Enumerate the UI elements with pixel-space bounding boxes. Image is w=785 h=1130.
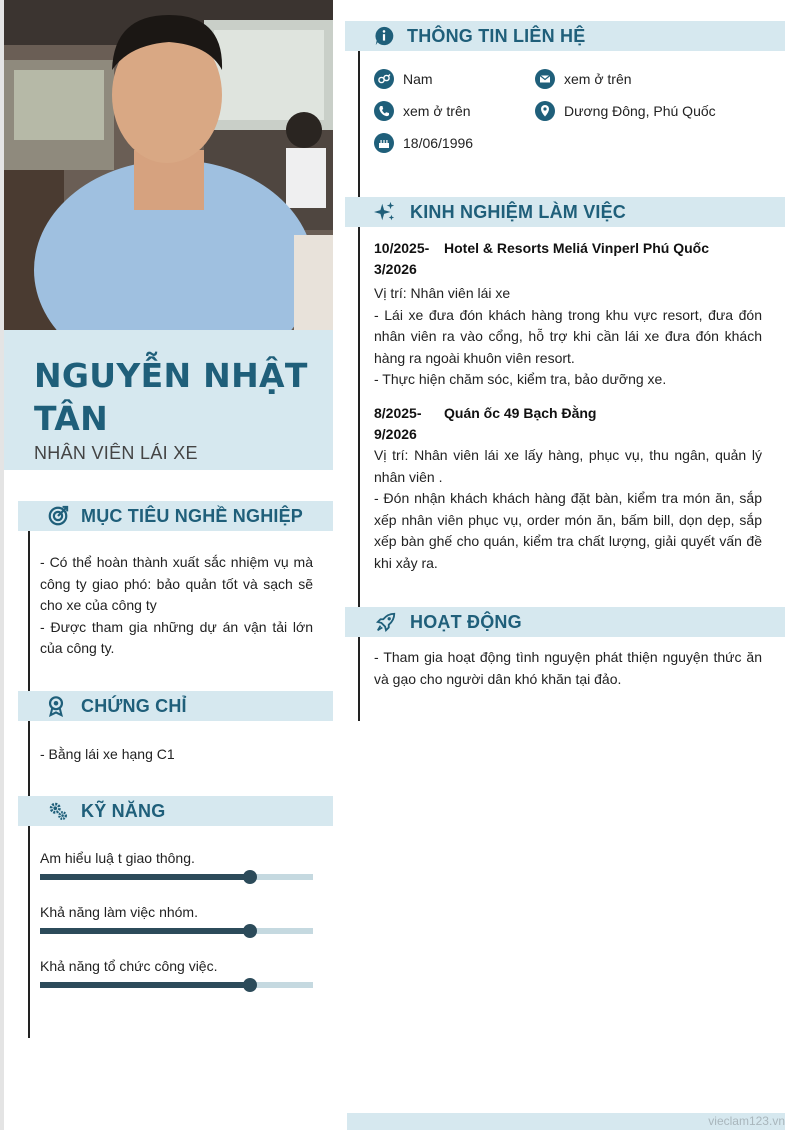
job-date-start: 10/2025- [374, 240, 430, 256]
location-icon [535, 101, 555, 121]
phone-value: xem ở trên [403, 103, 471, 119]
skills-divider [28, 826, 30, 1038]
certificates-text [40, 744, 313, 766]
job-description [374, 283, 762, 391]
sparkles-icon [374, 201, 396, 223]
job-line: - Lái xe đưa đón khách hàng trong khu vực resort, đưa đón nhân viên ra vào cổng, hỗ trợ khi cần lái xe đưa đón khách hàng ra ngoài khuôn viên resort. [374, 306, 762, 366]
address-value: Dương Đông, Phú Quốc [564, 103, 716, 119]
certificates-title: CHỨNG CHỈ [81, 696, 187, 716]
skill-bar-fill [40, 982, 250, 988]
contact-title: THÔNG TIN LIÊN HỆ [407, 26, 586, 46]
job-line: - Đón nhận khách khách hàng đặt bàn, kiểm tra món ăn, sắp xếp nhân viên phục vụ, order món ăn, bấm bill, dọn dẹp, sắp xếp bàn ghế cho quán, kiểm tra chất lượng, giải quyết vấn đề khi xảy ra. [374, 490, 762, 571]
gears-icon [47, 800, 69, 822]
skill-bar-knob [243, 870, 257, 884]
skill-item [40, 848, 313, 880]
activities-divider [358, 637, 360, 721]
job-company: Hotel & Resorts Meliá Vinperl Phú Quốc [444, 240, 710, 256]
job-title: NHÂN VIÊN LÁI XE [34, 443, 198, 463]
skill-item [40, 956, 313, 988]
activities-text [374, 647, 762, 690]
skill-label: Khả năng làm việc nhóm. [40, 904, 198, 920]
gender-value: Nam [403, 71, 433, 87]
skill-bar-knob [243, 924, 257, 938]
job-line: Vị trí: Nhân viên lái xe lấy hàng, phục vụ, thu ngân, quản lý nhân viên . [374, 447, 762, 485]
activities-header [345, 607, 785, 637]
activity-line: - Tham gia hoạt động tình nguyện phát thiện nguyện thức ăn và gạo cho người dân khó khăn tại đảo. [374, 649, 762, 687]
full-name: NGUYỄN NHẬT TÂN [34, 356, 308, 438]
job-line: - Thực hiện chăm sóc, kiểm tra, bảo dưỡng xe. [374, 371, 667, 388]
objective-text [40, 552, 313, 660]
info-icon [373, 25, 395, 47]
gender-icon [374, 69, 394, 89]
skill-bar-fill [40, 874, 250, 880]
objective-line: - Được tham gia những dự án vận tải lớn của công ty. [40, 618, 313, 656]
skills-title: KỸ NĂNG [81, 801, 166, 821]
objective-divider [28, 531, 30, 691]
skill-label: Khả năng tổ chức công việc. [40, 958, 218, 974]
target-icon [47, 505, 69, 527]
activities-title: HOẠT ĐỘNG [410, 612, 522, 632]
skill-bar-track [40, 874, 313, 880]
certificate-line: - Bằng lái xe hạng C1 [40, 746, 175, 762]
birthday-value: 18/06/1996 [403, 135, 474, 151]
job-date [374, 238, 438, 280]
skill-label: Am hiểu luậ t giao thông. [40, 850, 195, 866]
skills-header [18, 796, 333, 826]
contact-header [345, 21, 785, 51]
rocket-icon [375, 611, 397, 633]
footer-bar [347, 1113, 785, 1130]
job-company: Quán ốc 49 Bạch Đằng [444, 405, 597, 421]
job-date [374, 403, 438, 445]
cake-icon [374, 133, 394, 153]
job-line: Vị trí: Nhân viên lái xe [374, 285, 511, 301]
experience-header [345, 197, 785, 227]
job-date-start: 8/2025- [374, 405, 422, 421]
watermark: vieclam123.vn [708, 1114, 785, 1128]
contact-divider [358, 51, 360, 197]
skill-item [40, 902, 313, 934]
skill-bar-fill [40, 928, 250, 934]
profile-photo [4, 0, 333, 330]
objective-line: - Có thể hoàn thành xuất sắc nhiệm vụ mà công ty giao phó: bảo quản tốt và sạch sẽ cho xe của công ty [40, 554, 313, 613]
experience-divider [358, 227, 360, 607]
skill-bar-knob [243, 978, 257, 992]
award-icon [45, 695, 67, 717]
objective-title: MỤC TIÊU NGHỀ NGHIỆP [81, 506, 304, 526]
certificates-header [18, 691, 333, 721]
name-block [4, 330, 333, 470]
email-value: xem ở trên [564, 71, 632, 87]
email-icon [535, 69, 555, 89]
objective-header [18, 501, 333, 531]
job-date-end: 3/2026 [374, 261, 417, 277]
skill-bar-track [40, 928, 313, 934]
job-description [374, 445, 762, 575]
experience-title: KINH NGHIỆM LÀM VIỆC [410, 202, 627, 222]
certificates-divider [28, 721, 30, 796]
job-date-end: 9/2026 [374, 426, 417, 442]
skill-bar-track [40, 982, 313, 988]
phone-icon [374, 101, 394, 121]
